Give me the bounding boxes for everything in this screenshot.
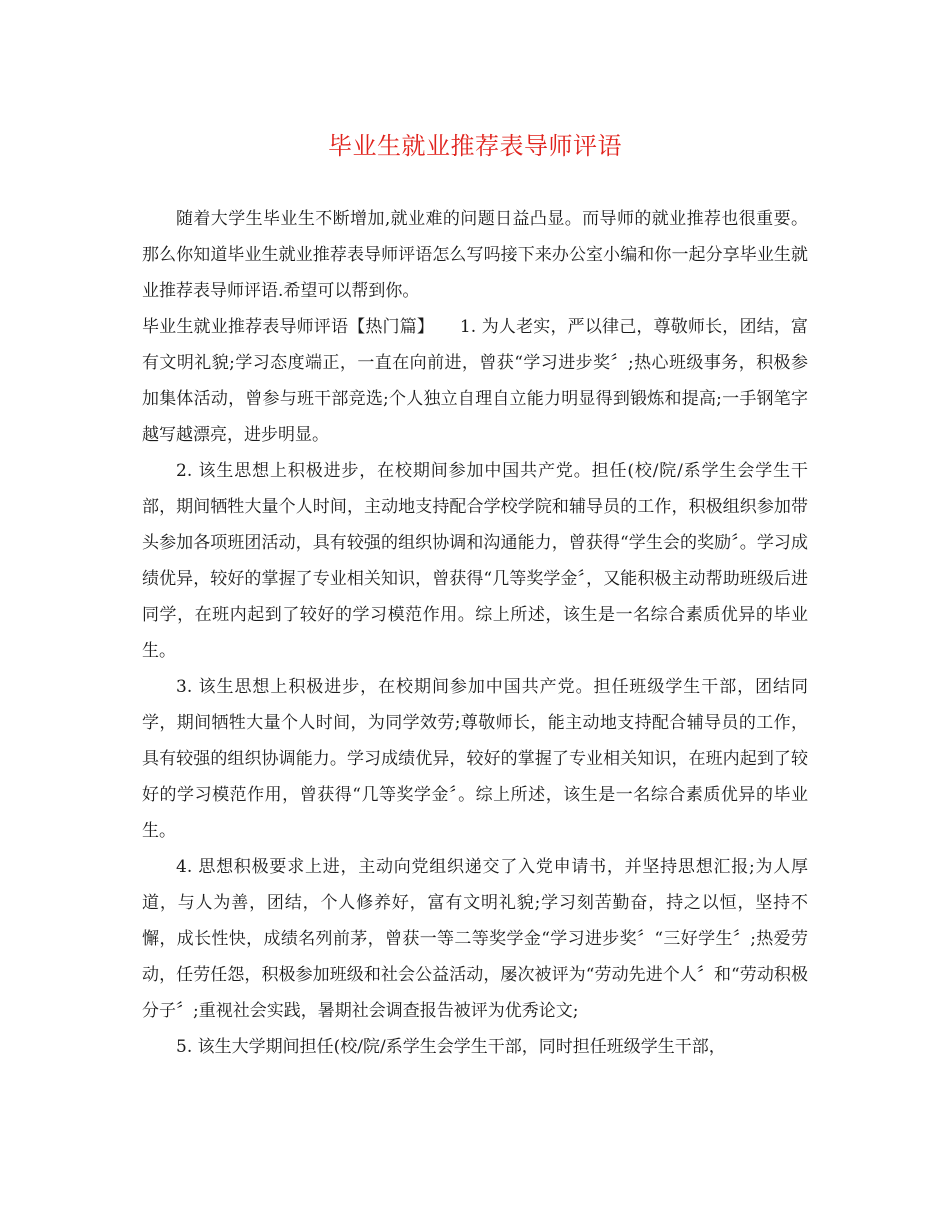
paragraph-intro: 随着大学生毕业生不断增加,就业难的问题日益凸显。而导师的就业推荐也很重要。那么你知道毕业生就业推荐表导师评语怎么写吗接下来办公室小编和你一起分享毕业生就业推荐表导师评语.希望可以帮到你。 (142, 209, 808, 301)
paragraph-2: 2. 该生思想上积极进步，在校期间参加中国共产党。担任(校/院/系学生会学生干部，期间牺牲大量个人时间，主动地支持配合学校学院和辅导员的工作，积极组织参加带头参加各项班团活动，具有较强的组织协调和沟通能力，曾获得“学生会的奖励〞。学习成绩优异，较好的掌握了专业相关知识，曾获得“几等奖学金〞，又能积极主动帮助班级后进同学，在班内起到了较好的学习模范作用。综上所述，该生是一名综合素质优异的毕业生。 (142, 461, 808, 661)
paragraph-1: 毕业生就业推荐表导师评语【热门篇】 1. 为人老实，严以律己，尊敬师长，团结，富有文明礼貌;学习态度端正，一直在向前进，曾获“学习进步奖〞;热心班级事务，积极参加集体活动，曾参与班干部竞选;个人独立自理自立能力明显得到锻炼和提高;一手钢笔字越写越漂亮，进步明显。 (142, 317, 808, 445)
document-body (142, 201, 808, 1065)
document-title: 毕业生就业推荐表导师评语 (328, 132, 622, 160)
paragraph-4: 4. 思想积极要求上进，主动向党组织递交了入党申请书，并坚持思想汇报;为人厚道，与人为善，团结，个人修养好，富有文明礼貌;学习刻苦勤奋，持之以恒，坚持不懈，成长性快，成绩名列前茅，曾获一等二等奖学金“学习进步奖〞“三好学生〞;热爱劳动，任劳任怨，积极参加班级和社会公益活动，屡次被评为“劳动先进个人〞和“劳动积极分子〞;重视社会实践，暑期社会调查报告被评为优秀论文; (142, 857, 808, 1021)
paragraph-3: 3. 该生思想上积极进步，在校期间参加中国共产党。担任班级学生干部，团结同学，期间牺牲大量个人时间，为同学效劳;尊敬师长，能主动地支持配合辅导员的工作，具有较强的组织协调能力。学习成绩优异，较好的掌握了专业相关知识，在班内起到了较好的学习模范作用，曾获得“几等奖学金〞。综上所述，该生是一名综合素质优异的毕业生。 (142, 677, 808, 841)
paragraph-5: 5. 该生大学期间担任(校/院/系学生会学生干部，同时担任班级学生干部， (176, 1037, 726, 1057)
